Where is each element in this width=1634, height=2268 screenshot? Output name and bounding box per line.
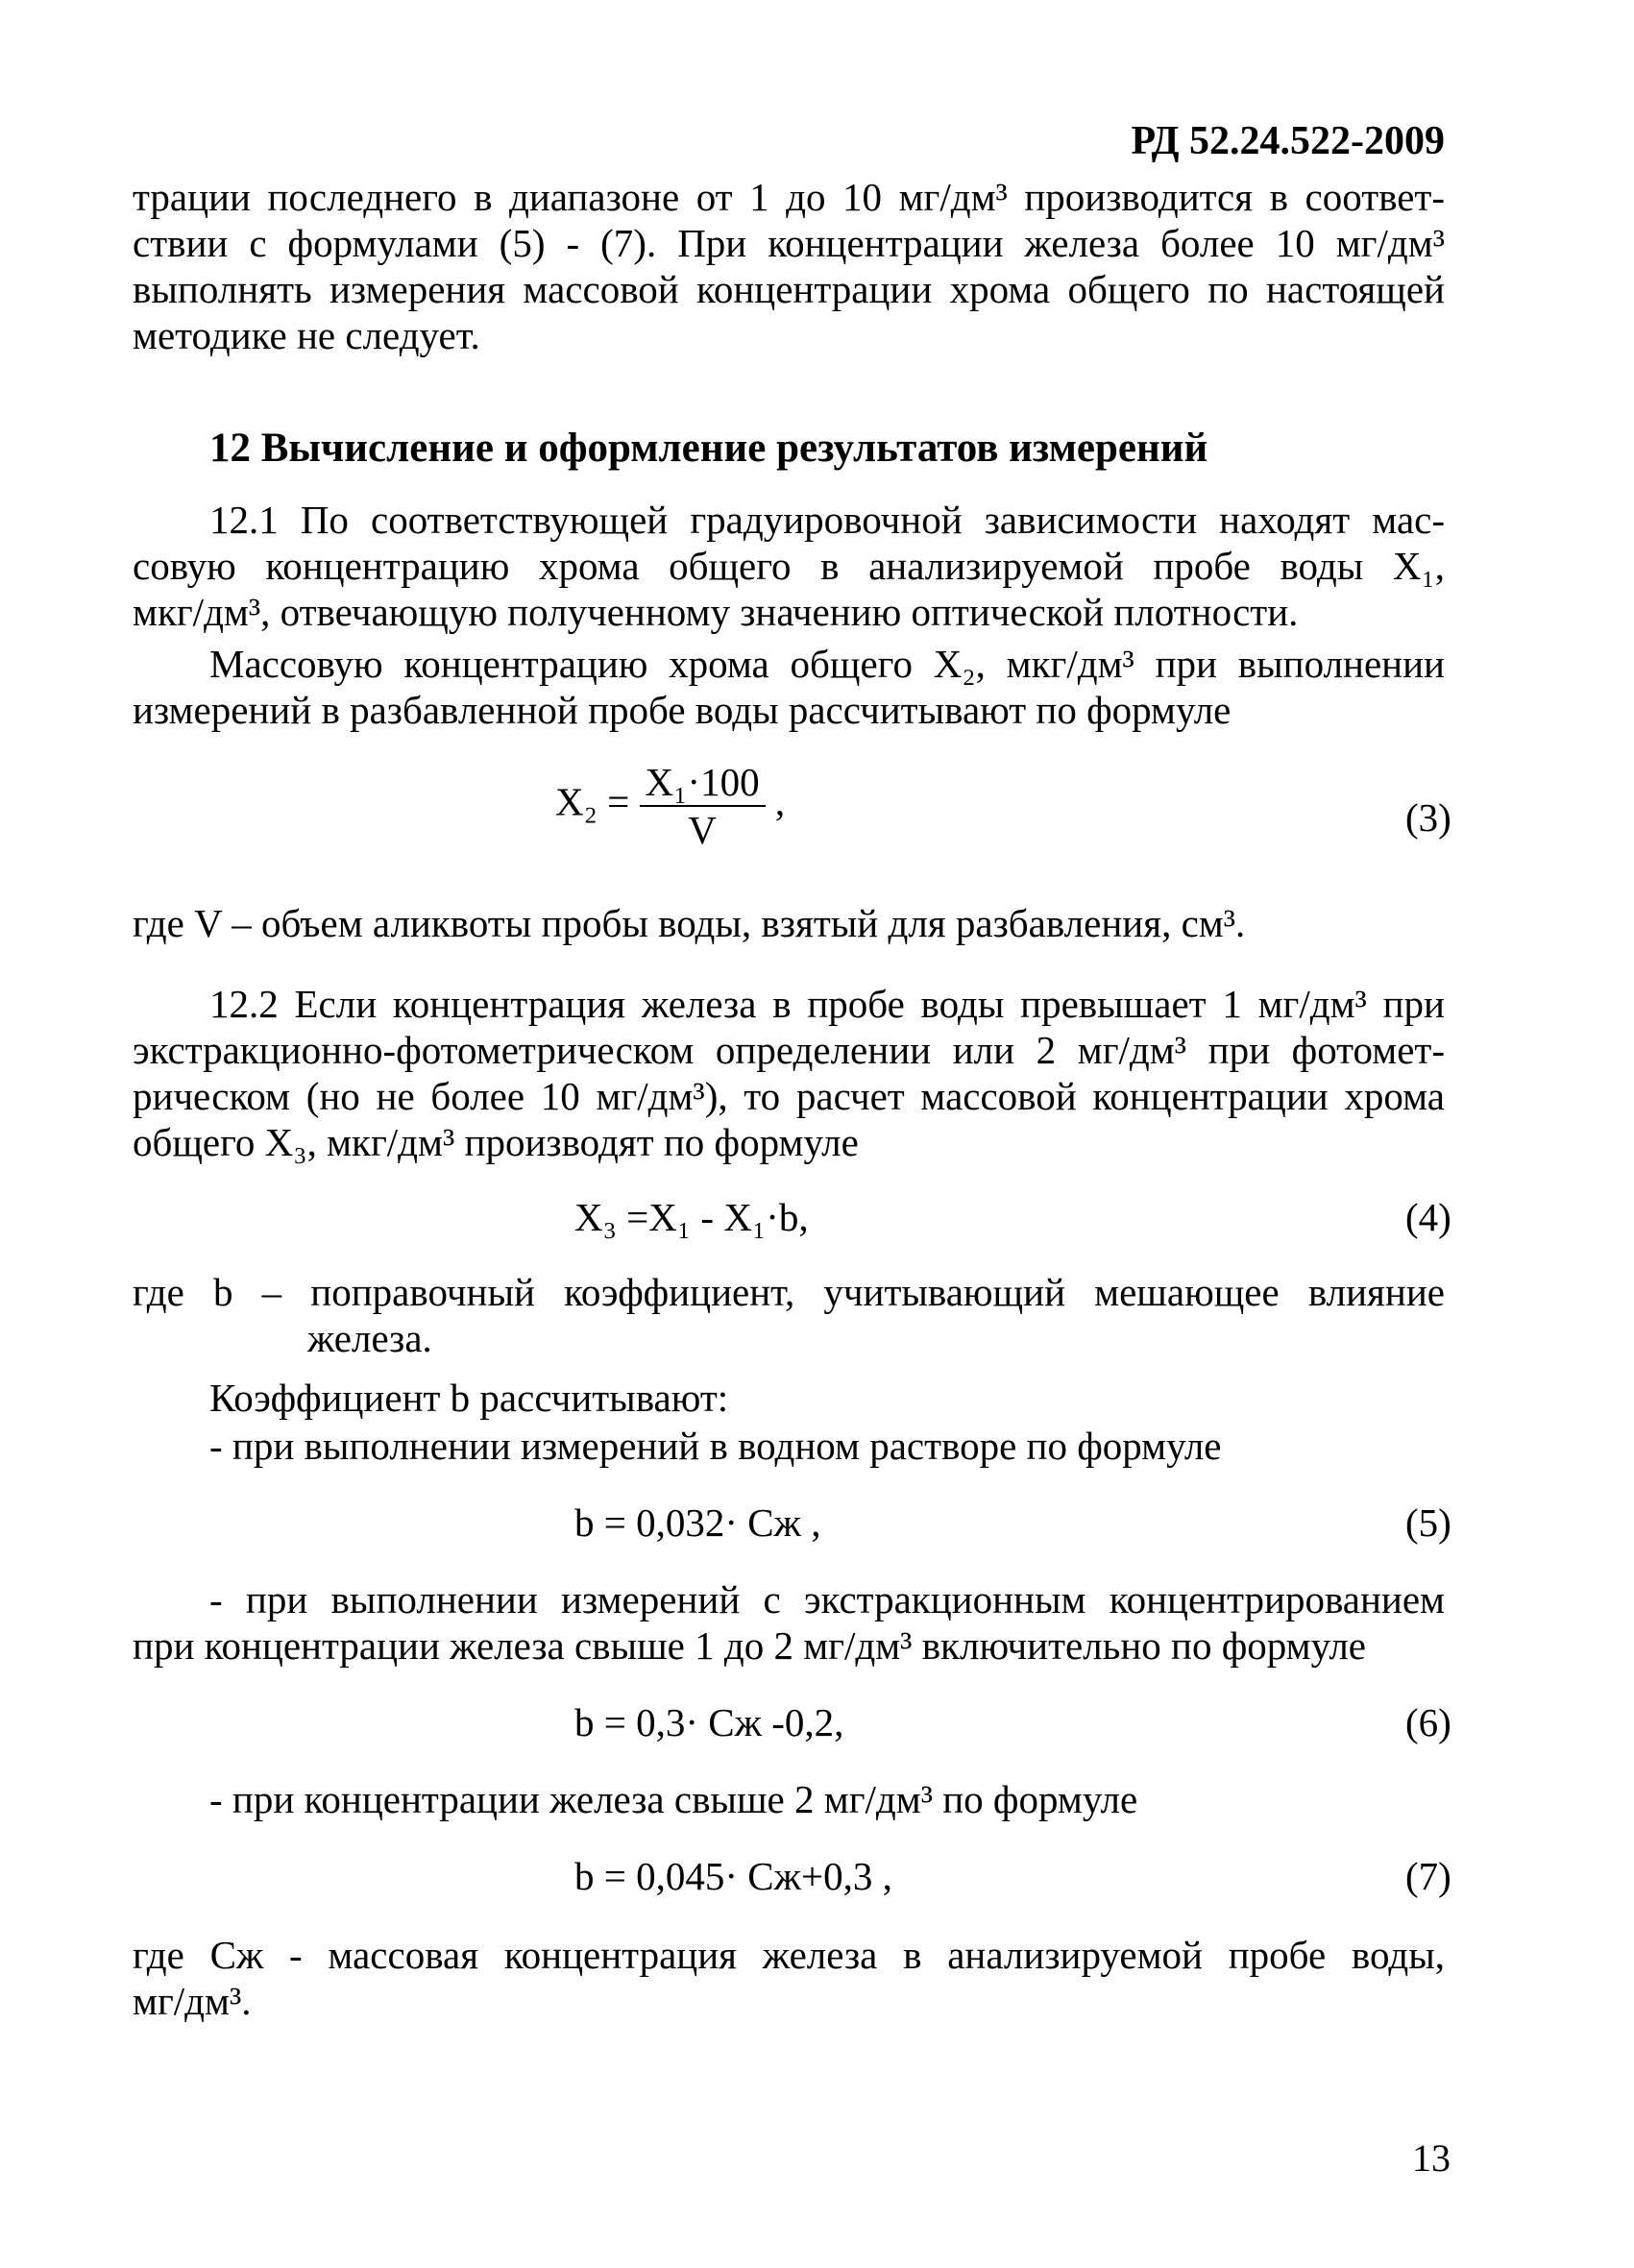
equation-number-3: (3) <box>1405 795 1451 840</box>
where-c-line-1: где Cж - массовая концентрация железа в анализируемой пробе воды, <box>133 1933 1445 1977</box>
where-c-line-2: мг/дм³. <box>133 1979 252 2023</box>
formula-5: b = 0,032· Cж , <box>574 1500 821 1545</box>
intro-line-1: трации последнего в диапазоне от 1 до 10 мг/дм³ производится в соответ- <box>133 175 1445 219</box>
formula-3-numerator: X₁·100 <box>640 759 766 807</box>
document-code: РД 52.24.522-2009 <box>1131 119 1445 163</box>
formula-3-denominator: V <box>688 808 717 852</box>
section-heading: 12 Вычисление и оформление результатов измерений <box>209 426 1208 471</box>
equation-number-6: (6) <box>1405 1700 1451 1744</box>
p12-1-line-3: мкг/дм³, отвечающую полученному значению оптической плотности. <box>133 590 1299 634</box>
px2-line-1: Массовую концентрацию хрома общего X₂, мкг/дм³ при выполнении <box>209 642 1445 686</box>
equation-number-4: (4) <box>1405 1195 1451 1239</box>
page-number: 13 <box>1412 2136 1451 2180</box>
p12-2-line-4: общего X₃, мкг/дм³ производят по формуле <box>133 1120 859 1164</box>
formula-3-fraction <box>640 759 766 853</box>
formula-3-lhs: X₂ = <box>555 779 630 824</box>
intro-line-3: выполнять измерения массовой концентрации хрома общего по настоящей <box>133 267 1445 311</box>
formula-7: b = 0,045· Cж+0,3 , <box>574 1854 892 1898</box>
where-b-line-2: железа. <box>307 1316 432 1360</box>
intro-line-2: ствии с формулами (5) - (7). При концентрации железа более 10 мг/дм³ <box>133 221 1445 265</box>
intro-line-4: методике не следует. <box>133 313 480 357</box>
formula-3-trail: , <box>774 779 786 824</box>
extr-line-1: - при выполнении измерений с экстракционным концентрированием <box>209 1577 1445 1622</box>
where-v: где V – объем аликвоты пробы воды, взятый для разбавления, см³. <box>133 901 1246 945</box>
coef-line-1: Коэффициент b рассчитывают: <box>209 1376 729 1420</box>
where-b-line-1: где b – поправочный коэффициент, учитывающий мешающее влияние <box>133 1270 1445 1314</box>
p12-2-line-1: 12.2 Если концентрация железа в пробе воды превышает 1 мг/дм³ при <box>209 982 1445 1026</box>
p12-1-line-2: совую концентрацию хрома общего в анализируемой пробе воды X₁, <box>133 544 1445 588</box>
formula-6: b = 0,3· Cж -0,2, <box>574 1700 844 1744</box>
coef-line-2: - при выполнении измерений в водном растворе по формуле <box>209 1424 1222 1468</box>
equation-number-7: (7) <box>1405 1854 1451 1898</box>
p12-1-line-1: 12.1 По соответствующей градуировочной зависимости находят мас- <box>209 498 1445 542</box>
formula-4: X₃ =X₁ - X₁·b, <box>574 1195 809 1239</box>
iron2-line: - при концентрации железа свыше 2 мг/дм³ по формуле <box>209 1777 1138 1821</box>
formula-3 <box>555 759 785 853</box>
p12-2-line-2: экстракционно-фотометрическом определении или 2 мг/дм³ при фотомет- <box>133 1028 1445 1072</box>
equation-number-5: (5) <box>1405 1500 1451 1545</box>
p12-2-line-3: рическом (но не более 10 мг/дм³), то расчет массовой концентрации хрома <box>133 1074 1445 1118</box>
extr-line-2: при концентрации железа свыше 1 до 2 мг/дм³ включительно по формуле <box>133 1623 1366 1668</box>
px2-line-2: измерений в разбавленной пробе воды рассчитывают по формуле <box>133 688 1232 732</box>
